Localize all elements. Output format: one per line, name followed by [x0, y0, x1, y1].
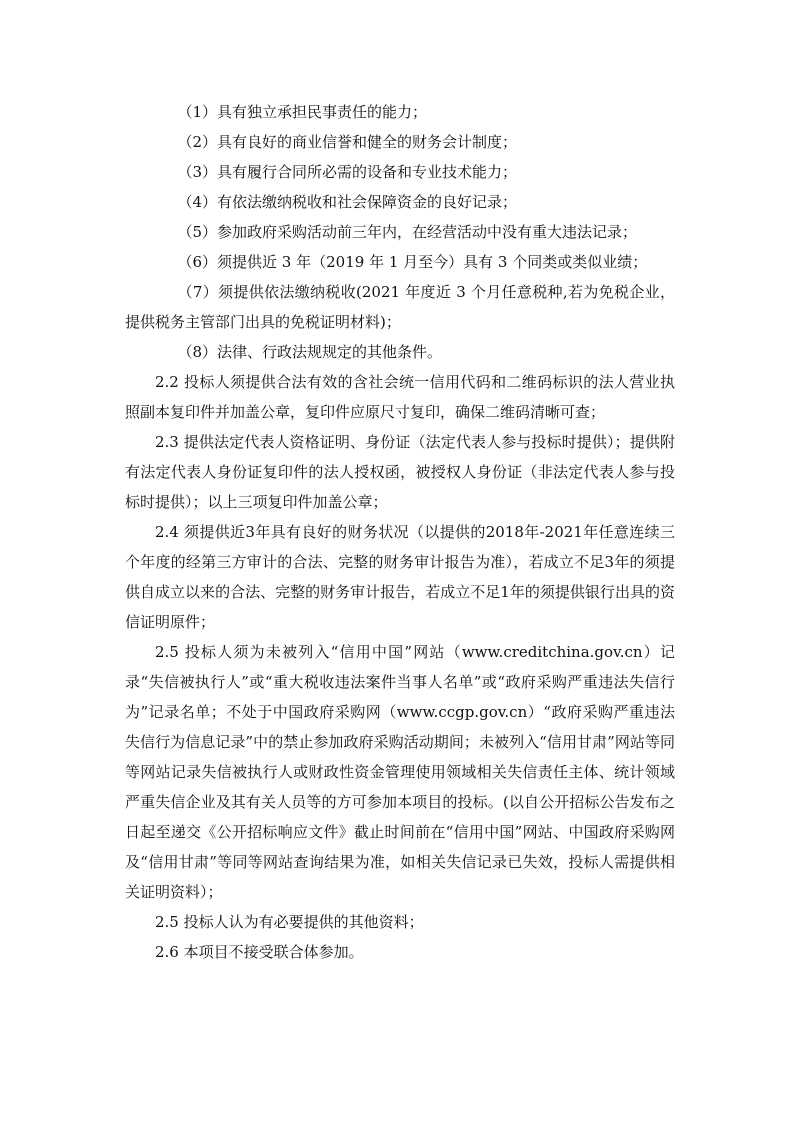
- requirement-item-4: （4）有依法缴纳税收和社会保障资金的良好记录；: [177, 193, 518, 211]
- requirement-item-1: （1）具有独立承担民事责任的能力；: [177, 103, 428, 121]
- section-2-3: 2.3 提供法定代表人资格证明、身份证（法定代表人参与投标时提供）；提供附有法定代表人身份证复印件的法人授权函，被授权人身份证（非法定代表人参与投标时提供）；以上三项复印件加盖公章；: [125, 433, 675, 511]
- section-2-4: 2.4 须提供近3年具有良好的财务状况（以提供的2018年-2021年任意连续三个年度的经第三方审计的合法、完整的财务审计报告为准），若成立不足3年的须提供自成立以来的合法、完整的财务审计报告，若成立不足1年的须提供银行出具的资信证明原件；: [125, 523, 675, 631]
- section-2-6: 2.6 本项目不接受联合体参加。: [155, 943, 364, 961]
- requirement-item-3: （3）具有履行合同所必需的设备和专业技术能力；: [177, 163, 518, 181]
- requirement-item-6: （6）须提供近 3 年（2019 年 1 月至今）具有 3 个同类或类似业绩；: [177, 253, 648, 271]
- requirement-item-8: （8）法律、行政法规规定的其他条件。: [177, 343, 443, 361]
- section-2-2: 2.2 投标人须提供合法有效的含社会统一信用代码和二维码标识的法人营业执照副本复印件并加盖公章，复印件应原尺寸复印，确保二维码清晰可查；: [125, 373, 675, 421]
- document-body: [125, 97, 675, 967]
- section-2-5-credit: 2.5 投标人须为未被列入“信用中国”网站（www.creditchina.gov.cn）记录“失信被执行人”或“重大税收违法案件当事人名单”或“政府采购严重违法失信行为”记录名单；不处于中国政府采购网（www.ccgp.gov.cn）“政府采购严重违法失信行为信息记录”中的禁止参加政府采购活动期间；未被列入“信用甘肃”网站等同等网站记录失信被执行人或财政性资金管理使用领域相关失信责任主体、统计领域严重失信企业及其有关人员等的方可参加本项目的投标。(以自公开招标公告发布之日起至递交《公开招标响应文件》截止时间前在“信用中国”网站、中国政府采购网及“信用甘肃”等同等网站查询结果为准，如相关失信记录已失效，投标人需提供相关证明资料）；: [125, 643, 675, 901]
- requirement-item-7: （7）须提供依法缴纳税收(2021 年度近 3 个月任意税种,若为免税企业，提供税务主管部门出具的免税证明材料)；: [125, 283, 675, 331]
- section-2-5-other: 2.5 投标人认为有必要提供的其他资料；: [155, 913, 424, 931]
- requirement-item-5: （5）参加政府采购活动前三年内，在经营活动中没有重大违法记录；: [177, 223, 638, 241]
- requirement-item-2: （2）具有良好的商业信誉和健全的财务会计制度；: [177, 133, 518, 151]
